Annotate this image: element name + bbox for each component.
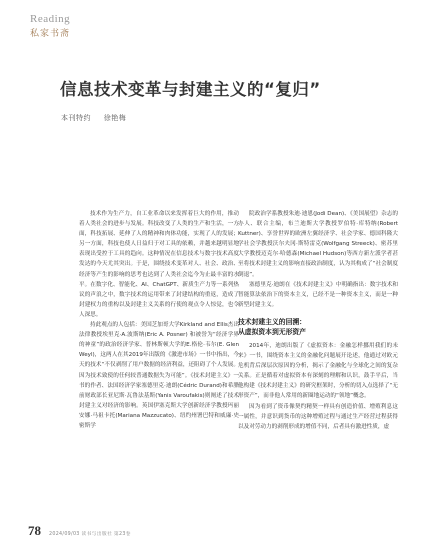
- subheading-line: 技术封建主义的回溯：: [238, 317, 306, 326]
- body-paragraph: 2014年，迪朗出版了《虚拟资本：金融怎样挪用我们的未来》一书，围绕资本主义的金融化问题展开论述，他通过对欧元危机背后深层次原因的分析，揭示了金融化与全球化之间的复杂关系。正是循着对虚拟资本有深刻的理解和认识，鼓手平后，当他构建《技术封建主义》的研究框架时，分析的切入点选择了“无形资产”，而非他人常用的新圈地运动的“领地”概念。: [238, 342, 398, 400]
- page-footer: [28, 523, 131, 539]
- author-name: 徐艳梅: [103, 114, 127, 122]
- body-paragraph: 技术作为生产力，自工业革命以来发挥着巨大的作用，推动着人类社会的进步与发展。科技改变了人类的生产和生活，一方面，科技拓展、延伸了人的精神和肉体功能，实现了人的发展；另一方面，科技也使人日益归于对工具的依赖，并越来越明显地表现出受控于工具的趋向。这种情况在信息技术与数字技术高度发达的今天尤其突出。于是，围绕技术变革对人、社会、政治、经济等产生的影响的思考也达到了人类社会迄今为止最丰富的水平。在数字化、智能化、AI、ChatGPT、新质生产力等一系列热议的声浪之中，数字技术的运用带来了封建结构的重返，造成了封建权力的重构以及封建主义关系的行使的观点令人惊觉，也令人深思。: [79, 211, 239, 318]
- article-authors: [61, 113, 136, 123]
- page-number: 78: [28, 523, 41, 538]
- subheading-line: 从虚拟资本到无形资产: [238, 327, 306, 336]
- section-name-en: Reading: [30, 13, 71, 25]
- body-paragraph: 因为看到了资币像契约精契一样具有创造价值、增殖利息这一属性，并意识到货币的这种增殖过程与通过生产经营过程获得以及对劳动力的剥削形成的增值不同，后者具有激进性质，虚: [238, 403, 398, 430]
- footer-meta: 2024/09/03 读书与出版社 第23卷: [49, 532, 131, 537]
- right-column: [238, 209, 398, 432]
- body-paragraph: 持此观点的人包括：美国芝加哥大学Kirkland and Ellis杰出法律教授埃里克·A.波斯纳(Eric A. Posner) 和被誉为“经济学界的神童”的政治经济学家、普林斯顿大学的E.格伦·韦尔(E. Glen Weyl)，这两人在其2019年出版的《激进市场》一书中指出，今天的技术“不仅剥削了用户数据的经济利益，还阻碍了个人发展。因为技术致使的任何较普通数据失为可能”。《技术封建主义》一书的作者、法国经济学家塞德里克·迪朗(Cédric Durand)和希腊前财政部长亚尼斯·瓦鲁法基斯(Yanis Varoufakis)则阐述了技术封建主义对经济的影响。英国伊塞克斯大学创新经济学教授玛丽安娜·马祖卡托(Mariana Mazzucato)、纽约州署巴特和威廉·史密斯学: [79, 322, 239, 429]
- section-header: [30, 13, 70, 39]
- author-label: 本刊特约: [61, 114, 91, 122]
- article-title: 信息技术变革与封建主义的“复归”: [60, 80, 321, 99]
- body-paragraph: 塞德里克·迪朗在《技术封建主义》中明确指出：数字技术和智能算法依治下的资本主义，已经不是一种资本主义，而是一种新型封建主义。: [238, 281, 398, 308]
- section-name-cn: 私家书斋: [30, 29, 71, 39]
- left-column: [79, 209, 239, 431]
- section-subheading: [238, 317, 398, 337]
- body-paragraph: 院政治学系教授朱迪·迪恩(Jodi Dean)、《美国展望》杂志的办人、联合主编，布兰迪斯大学教授罗伯特·库特纳(Robert Kuttner)、享誉世界的欧洲左翼经济学、社会学家、德国科隆大学社会学教授沃尔夫冈·斯特雷克(Wolfgang Streeck)、密苏里大学教授迈克尔·哈德森(Michael Hudson)等西方新左派学者甚至将技术封建主义的影响直接政治制度，认为其构成了“社会制度倒退”。: [238, 211, 398, 278]
